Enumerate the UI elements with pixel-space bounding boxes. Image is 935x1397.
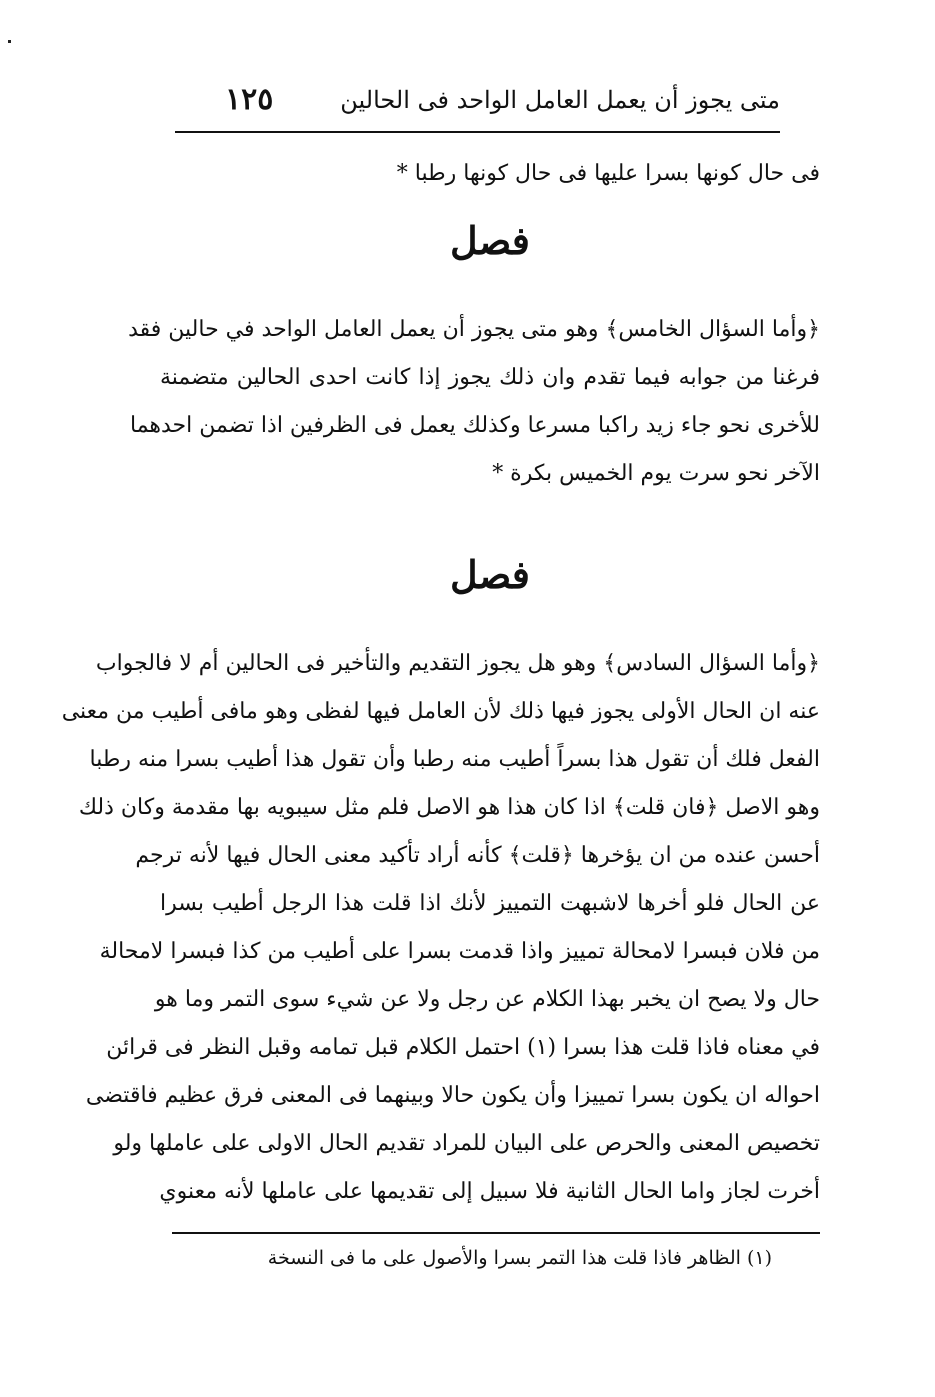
- text-line: عن الحال فلو أخرها لاشبهت التمييز لأنك اذا قلت هذا الرجل أطيب بسرا: [160, 891, 820, 916]
- text-line: حال ولا يصح ان يخبر بهذا الكلام عن رجل ولا عن شيء سوى التمر وما هو: [154, 987, 820, 1012]
- text-line: أخرت لجاز واما الحال الثانية فلا سبيل إلى تقديمها على عاملها لأنه معنوي: [159, 1179, 820, 1204]
- text-line: فرغنا من جوابه فيما تقدم وان ذلك يجوز إذا كانت احدى الحالين متضمنة: [160, 365, 820, 390]
- text-line: للأخرى نحو جاء زيد راكبا مسرعا وكذلك يعمل فى الظرفين اذا تضمن احدهما: [129, 413, 820, 438]
- text-line: ﴿وأما السؤال السادس﴾ وهو هل يجوز التقديم والتأخير فى الحالين أم لا فالجواب: [95, 651, 820, 676]
- text-line: أحسن عنده من ان يؤخرها ﴿قلت﴾ كأنه أراد تأكيد معنى الحال فيها لأنه ترجم: [135, 843, 820, 868]
- section-paragraph: [128, 306, 820, 498]
- text-line: في معناه فاذا قلت هذا بسرا (١) احتمل الكلام قبل تمامه وقبل النظر فى قرائن: [106, 1035, 820, 1060]
- scan-speck: [8, 40, 11, 43]
- text-line: وهو الاصل ﴿فان قلت﴾ اذا كان هذا هو الاصل فلم مثل سيبويه بها مقدمة وكان ذلك: [78, 795, 820, 820]
- text-line: احواله ان يكون بسرا تمييزا وأن يكون حالا وبينهما فى المعنى فرق عظيم فاقتضى: [85, 1083, 820, 1108]
- intro-paragraph: [160, 150, 820, 198]
- section-heading: فصل: [450, 552, 530, 597]
- running-title: متى يجوز أن يعمل العامل الواحد فى الحالين: [340, 86, 780, 114]
- text-line: فى حال كونها بسرا عليها فى حال كونها رطبا *: [396, 161, 820, 186]
- text-line: ﴿وأما السؤال الخامس﴾ وهو متى يجوز أن يعمل العامل الواحد في حالين فقد: [128, 317, 820, 342]
- text-line: الفعل فلك أن تقول هذا بسراً أطيب منه رطبا وأن تقول هذا أطيب بسرا منه رطبا: [89, 747, 820, 772]
- section-paragraph: [61, 640, 820, 1216]
- header-rule: [175, 131, 780, 133]
- footnote: (١) الظاهر فاذا قلت هذا التمر بسرا والأصول على ما فى النسخة: [267, 1247, 772, 1269]
- page-number: ١٢٥: [225, 82, 274, 117]
- text-line: من فلان فبسرا لامحالة تمييز واذا قدمت بسرا على أطيب من كذا فبسرا لامحالة: [99, 939, 820, 964]
- text-line: عنه ان الحال الأولى يجوز فيها ذلك لأن العامل فيها لفظى وهو مافى أطيب من معنى: [61, 699, 820, 724]
- text-line: الآخر نحو سرت يوم الخميس بكرة *: [492, 461, 820, 486]
- page-header: [175, 78, 780, 126]
- text-line: تخصيص المعنى والحرص على البيان للمراد تقديم الحال الاولى على عاملها ولو: [113, 1131, 820, 1156]
- section-heading: فصل: [450, 218, 530, 263]
- footnote-rule: [172, 1232, 820, 1234]
